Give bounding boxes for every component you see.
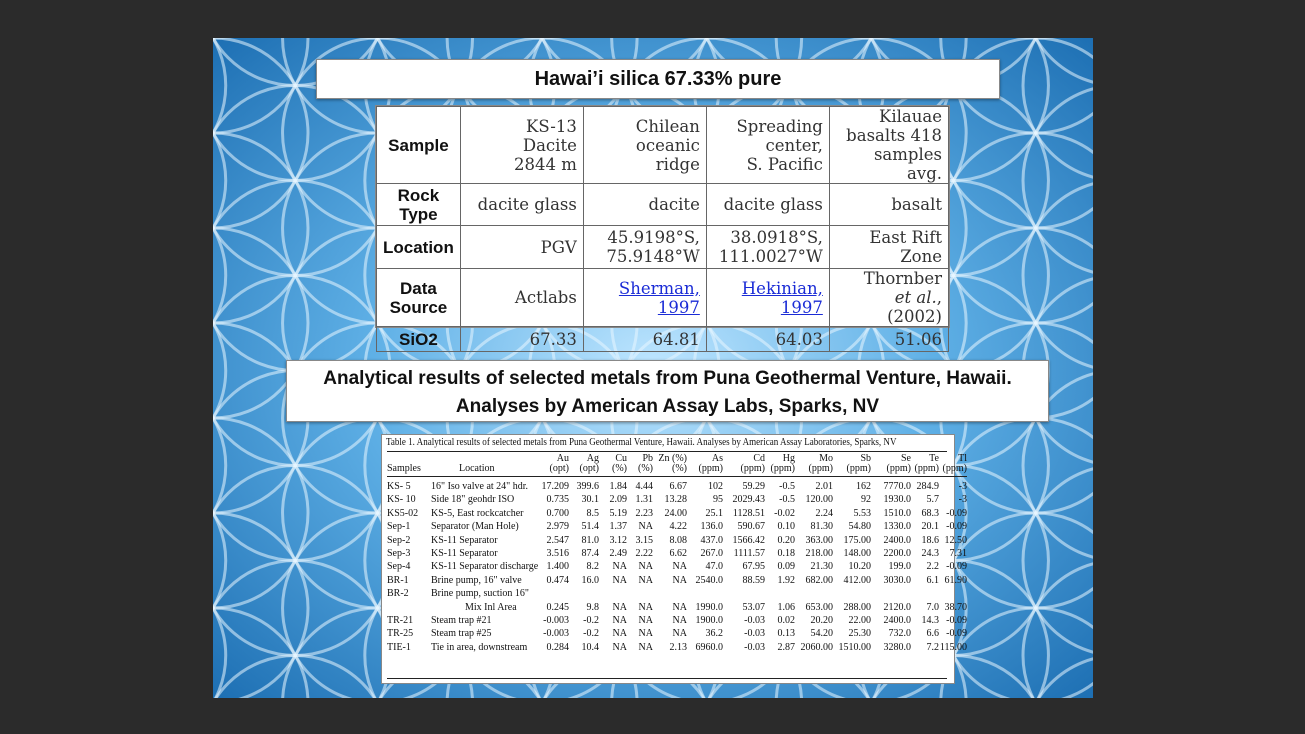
location-cell: KS-5, East rockcatcher [431, 507, 524, 519]
value-cell: NA [672, 601, 687, 613]
pattern-circle [1023, 181, 1093, 371]
title-line-1: Analytical results of selected metals from Puna Geothermal Venture, Hawaii. [323, 368, 1012, 389]
cell [583, 269, 706, 327]
value-cell: 1990.0 [695, 601, 723, 613]
value-cell: 0.18 [777, 548, 795, 560]
row-header-rock-type: Rock Type [377, 184, 461, 226]
value-cell: 7.31 [949, 548, 967, 560]
value-cell: -0.03 [744, 615, 765, 627]
value-cell: -0.09 [946, 507, 967, 519]
pattern-circle [213, 561, 390, 699]
value-cell: 4.22 [669, 521, 687, 533]
value-cell: NA [638, 628, 653, 640]
value-cell: 148.00 [843, 548, 871, 560]
location-cell: Separator (Man Hole) [431, 521, 519, 533]
value-cell: 162 [856, 481, 871, 492]
value-cell: 3030.0 [883, 574, 911, 586]
column-header: Zn (%) (%) [653, 452, 687, 477]
value-cell: 2.13 [669, 641, 687, 653]
column-header: Tl (ppm) [939, 452, 967, 477]
cell: dacite [583, 184, 706, 226]
value-cell: 2.87 [777, 641, 795, 653]
value-cell: 25.30 [848, 628, 871, 640]
value-cell: 2200.0 [883, 548, 911, 560]
value-cell [627, 587, 653, 600]
value-cell: 1.06 [777, 601, 795, 613]
table-row [387, 587, 967, 600]
value-cell: 10.20 [848, 561, 871, 573]
value-cell: 399.6 [576, 481, 599, 492]
value-cell: 0.245 [546, 601, 569, 613]
table-row [387, 534, 967, 547]
value-cell: 68.3 [921, 507, 939, 519]
value-cell: 412.00 [843, 574, 871, 586]
value-cell: 20.20 [810, 615, 833, 627]
value-cell: 0.284 [546, 641, 569, 653]
cell: 51.06 [829, 327, 948, 352]
table-row [387, 507, 967, 520]
title-line-2: Analyses by American Assay Labs, Sparks, NV [455, 396, 880, 417]
column-header: Te (ppm) [911, 452, 939, 477]
column-header: Cu (%) [599, 452, 627, 477]
table-row [387, 547, 967, 560]
value-cell: -0.03 [744, 628, 765, 640]
value-cell: -0.5 [779, 481, 795, 492]
sample-cell: TIE-1 [387, 641, 411, 653]
value-cell: -0.02 [774, 507, 795, 519]
value-cell: 1900.0 [695, 615, 723, 627]
sample-cell: BR-1 [387, 574, 409, 586]
cell: East Rift Zone [829, 226, 948, 269]
value-cell: 199.0 [888, 561, 911, 573]
value-cell: 2540.0 [695, 574, 723, 586]
value-cell: -0.09 [946, 521, 967, 533]
column-header: Se (ppm) [871, 452, 911, 477]
value-cell: NA [638, 601, 653, 613]
value-cell: 2.22 [635, 548, 653, 560]
value-cell: 120.00 [805, 494, 833, 506]
location-cell: Brine pump, 16" valve [431, 574, 522, 586]
value-cell: 2400.0 [883, 615, 911, 627]
value-cell: 0.735 [546, 494, 569, 506]
value-cell: 2.2 [926, 561, 939, 573]
cell [706, 269, 829, 327]
metals-table [387, 452, 967, 654]
metals-section-title [286, 360, 1049, 422]
value-cell: -0.003 [543, 628, 569, 640]
value-cell [539, 587, 569, 600]
sample-cell: TR-25 [387, 628, 414, 640]
value-cell: 1566.42 [732, 534, 765, 546]
table-row [387, 560, 967, 573]
value-cell: NA [672, 574, 687, 586]
value-cell: 16.0 [581, 574, 599, 586]
value-cell: 175.00 [843, 534, 871, 546]
value-cell: 5.7 [926, 494, 939, 506]
value-cell: 284.9 [916, 481, 939, 492]
row-header-sample: Sample [377, 107, 461, 184]
value-cell: NA [612, 561, 627, 573]
table-row [387, 520, 967, 533]
value-cell: 6.62 [669, 548, 687, 560]
pattern-circle [213, 276, 226, 466]
value-cell: 0.13 [777, 628, 795, 640]
value-cell [911, 587, 939, 600]
value-cell: 7.2 [926, 641, 939, 653]
value-cell: 2.49 [609, 548, 627, 560]
location-cell: Side 18" geohdr ISO [431, 494, 515, 506]
value-cell: 682.00 [805, 574, 833, 586]
cell: Thornber et al., (2002) [829, 269, 948, 327]
location-cell: KS-11 Separator [431, 548, 498, 560]
value-cell: 54.20 [810, 628, 833, 640]
value-cell: 2.01 [815, 481, 833, 492]
cell: basalt [829, 184, 948, 226]
table-row [387, 627, 967, 640]
column-header: Pb (%) [627, 452, 653, 477]
value-cell: NA [612, 601, 627, 613]
value-cell: 2.23 [635, 507, 653, 519]
column-header: As (ppm) [687, 452, 723, 477]
sample-cell: KS- 5 [387, 481, 411, 492]
cell: dacite glass [460, 184, 583, 226]
location-cell: Mix Inl Area [465, 601, 517, 613]
sample-cell: KS5-02 [387, 507, 419, 519]
value-cell: -3 [958, 494, 967, 506]
value-cell: NA [612, 574, 627, 586]
value-cell: NA [638, 561, 653, 573]
value-cell [599, 587, 627, 600]
column-header: Hg (ppm) [765, 452, 795, 477]
sample-cell: Sep-3 [387, 548, 411, 560]
value-cell: 653.00 [805, 601, 833, 613]
value-cell: -0.5 [779, 494, 795, 506]
value-cell: 7770.0 [883, 481, 911, 492]
value-cell: 81.0 [581, 534, 599, 546]
sherman-1997-link[interactable]: Sherman, 1997 [618, 278, 700, 317]
value-cell: 6.1 [926, 574, 939, 586]
value-cell: 6960.0 [695, 641, 723, 653]
cell: KS-13 Dacite 2844 m [460, 107, 583, 184]
value-cell: 732.0 [888, 628, 911, 640]
value-cell [833, 587, 871, 600]
value-cell: 24.00 [664, 507, 687, 519]
value-cell: 13.28 [664, 494, 687, 506]
table-row [387, 493, 967, 506]
value-cell: 1.400 [546, 561, 569, 573]
value-cell: 51.4 [581, 521, 599, 533]
sample-cell [387, 601, 427, 614]
value-cell: 1111.57 [733, 548, 765, 560]
value-cell: 3.15 [635, 534, 653, 546]
value-cell: NA [672, 628, 687, 640]
value-cell: 20.1 [921, 521, 939, 533]
value-cell [687, 587, 723, 600]
value-cell: 47.0 [705, 561, 723, 573]
metals-table-image [381, 434, 967, 684]
pattern-circle [1023, 38, 1093, 181]
value-cell: 0.02 [777, 615, 795, 627]
value-cell: 25.1 [705, 507, 723, 519]
value-cell: 92 [861, 494, 871, 506]
value-cell: 95 [713, 494, 723, 506]
value-cell: NA [672, 615, 687, 627]
value-cell: 6.67 [669, 481, 687, 492]
column-header: Ag (opt) [569, 452, 599, 477]
value-cell: 1.31 [635, 494, 653, 506]
value-cell: 2.24 [815, 507, 833, 519]
value-cell: -0.03 [744, 641, 765, 653]
value-cell: 8.5 [586, 507, 599, 519]
value-cell: 102 [708, 481, 723, 492]
pattern-circle [941, 133, 1093, 323]
value-cell: 38.70 [944, 601, 967, 613]
sample-cell: TR-21 [387, 615, 414, 627]
value-cell: -0.09 [946, 628, 967, 640]
value-cell: 12.50 [944, 534, 967, 546]
table-row [387, 601, 967, 614]
slide [213, 38, 1093, 698]
value-cell: 53.07 [742, 601, 765, 613]
value-cell: 1.37 [609, 521, 627, 533]
sample-cell: BR-2 [387, 588, 409, 600]
location-cell: Brine pump, suction 16" [431, 588, 529, 600]
cell: 67.33 [460, 327, 583, 352]
value-cell: 24.3 [921, 548, 939, 560]
cell: Chilean oceanic ridge [583, 107, 706, 184]
pattern-circle [213, 86, 226, 276]
value-cell: -0.09 [946, 615, 967, 627]
sample-cell: Sep-4 [387, 561, 411, 573]
value-cell: 2.547 [546, 534, 569, 546]
cell: Kilauae basalts 418 samples avg. [829, 107, 948, 184]
value-cell: 3280.0 [883, 641, 911, 653]
sample-cell: Sep-1 [387, 521, 411, 533]
value-cell: NA [638, 615, 653, 627]
sample-cell: Sep-2 [387, 534, 411, 546]
value-cell: 7.0 [926, 601, 939, 613]
value-cell: NA [672, 561, 687, 573]
value-cell: 1510.00 [838, 641, 871, 653]
column-header: Location [427, 452, 539, 477]
value-cell: NA [612, 641, 627, 653]
value-cell: 10.4 [581, 641, 599, 653]
table-caption: Table 1. Analytical results of selected metals from Puna Geothermal Venture, Hawaii. Analyses by American Assay Laboratories, Sparks, NV [386, 436, 897, 448]
value-cell: 1330.0 [883, 521, 911, 533]
value-cell: 590.67 [737, 521, 765, 533]
location-cell: KS-11 Separator discharge [431, 561, 539, 573]
value-cell: 363.00 [805, 534, 833, 546]
value-cell: 22.00 [848, 615, 871, 627]
pattern-circle [1023, 466, 1093, 656]
value-cell: 3.516 [546, 548, 569, 560]
column-header: Sb (ppm) [833, 452, 871, 477]
value-cell: 17.209 [541, 481, 569, 492]
cell: Spreading center, S. Pacific [706, 107, 829, 184]
value-cell: NA [638, 641, 653, 653]
value-cell: 218.00 [805, 548, 833, 560]
value-cell [569, 587, 599, 600]
value-cell: 0.474 [546, 574, 569, 586]
value-cell: 54.80 [848, 521, 871, 533]
value-cell: 2060.00 [800, 641, 833, 653]
cell: 45.9198°S, 75.9148°W [583, 226, 706, 269]
row-header-location: Location [377, 226, 461, 269]
value-cell: 1.92 [777, 574, 795, 586]
location-cell: Tie in area, downstream [431, 641, 528, 653]
table-row [387, 477, 967, 494]
value-cell: NA [638, 521, 653, 533]
value-cell: -0.2 [583, 628, 599, 640]
column-header: Cd (ppm) [723, 452, 765, 477]
location-cell: Steam trap #25 [431, 628, 492, 640]
cell: Actlabs [460, 269, 583, 327]
value-cell: 288.00 [843, 601, 871, 613]
value-cell: 8.08 [669, 534, 687, 546]
value-cell [765, 587, 795, 600]
value-cell: 267.0 [700, 548, 723, 560]
cell: 64.03 [706, 327, 829, 352]
silica-comparison-table [375, 105, 950, 349]
value-cell: 87.4 [581, 548, 599, 560]
value-cell: NA [638, 574, 653, 586]
location-cell: KS-11 Separator [431, 534, 498, 546]
value-cell [939, 587, 967, 600]
value-cell: 6.6 [926, 628, 939, 640]
value-cell: 0.09 [777, 561, 795, 573]
value-cell: 0.10 [777, 521, 795, 533]
value-cell: 30.1 [581, 494, 599, 506]
value-cell: NA [612, 628, 627, 640]
location-cell: Steam trap #21 [431, 615, 492, 627]
value-cell: -0.09 [946, 561, 967, 573]
value-cell: 21.30 [810, 561, 833, 573]
value-cell: 1.84 [609, 481, 627, 492]
hekinian-1997-link[interactable]: Hekinian, 1997 [741, 278, 823, 317]
column-header: Mo (ppm) [795, 452, 833, 477]
pattern-circle [213, 181, 226, 371]
table-row [387, 574, 967, 587]
cell: PGV [460, 226, 583, 269]
value-cell: 18.6 [921, 534, 939, 546]
value-cell: 81.30 [810, 521, 833, 533]
pattern-circle [1023, 86, 1093, 276]
pattern-circle [213, 466, 226, 656]
value-cell: 2029.43 [732, 494, 765, 506]
location-cell: 16" Iso valve at 24" hdr. [431, 481, 529, 492]
value-cell [723, 587, 765, 600]
value-cell: 5.19 [609, 507, 627, 519]
value-cell: 36.2 [705, 628, 723, 640]
value-cell [795, 587, 833, 600]
value-cell: 0.20 [777, 534, 795, 546]
value-cell: 115.00 [939, 641, 967, 653]
value-cell: 61.90 [944, 574, 967, 586]
column-header: Au (opt) [539, 452, 569, 477]
value-cell: 9.8 [586, 601, 599, 613]
value-cell: 59.29 [742, 481, 765, 492]
pattern-circle [213, 371, 226, 561]
value-cell: 3.12 [609, 534, 627, 546]
value-cell [871, 587, 911, 600]
value-cell: 437.0 [700, 534, 723, 546]
value-cell: 0.700 [546, 507, 569, 519]
cell: 64.81 [583, 327, 706, 352]
slide-title: Hawai’i silica 67.33% pure [316, 59, 1000, 99]
value-cell: -0.2 [583, 615, 599, 627]
value-cell: 2.09 [609, 494, 627, 506]
value-cell: 88.59 [742, 574, 765, 586]
value-cell: -0.003 [543, 615, 569, 627]
value-cell: 1930.0 [883, 494, 911, 506]
column-header: Samples [387, 452, 427, 477]
table-row [387, 641, 967, 654]
value-cell: 14.3 [921, 615, 939, 627]
cell: dacite glass [706, 184, 829, 226]
value-cell: 2120.0 [883, 601, 911, 613]
sample-cell: KS- 10 [387, 494, 416, 506]
value-cell: 67.95 [742, 561, 765, 573]
value-cell: 1510.0 [883, 507, 911, 519]
cell: 38.0918°S, 111.0027°W [706, 226, 829, 269]
value-cell: 5.53 [853, 507, 871, 519]
value-cell: 2.979 [546, 521, 569, 533]
value-cell [653, 587, 687, 600]
value-cell: 1128.51 [732, 507, 765, 519]
value-cell: 8.2 [586, 561, 599, 573]
value-cell: NA [612, 615, 627, 627]
value-cell: 2400.0 [883, 534, 911, 546]
row-header-data-source: Data Source [377, 269, 461, 327]
value-cell: 4.44 [635, 481, 653, 492]
row-header-sio2: SiO2 [377, 327, 461, 352]
table-row [387, 614, 967, 627]
value-cell: 136.0 [700, 521, 723, 533]
value-cell: -3 [958, 481, 967, 492]
